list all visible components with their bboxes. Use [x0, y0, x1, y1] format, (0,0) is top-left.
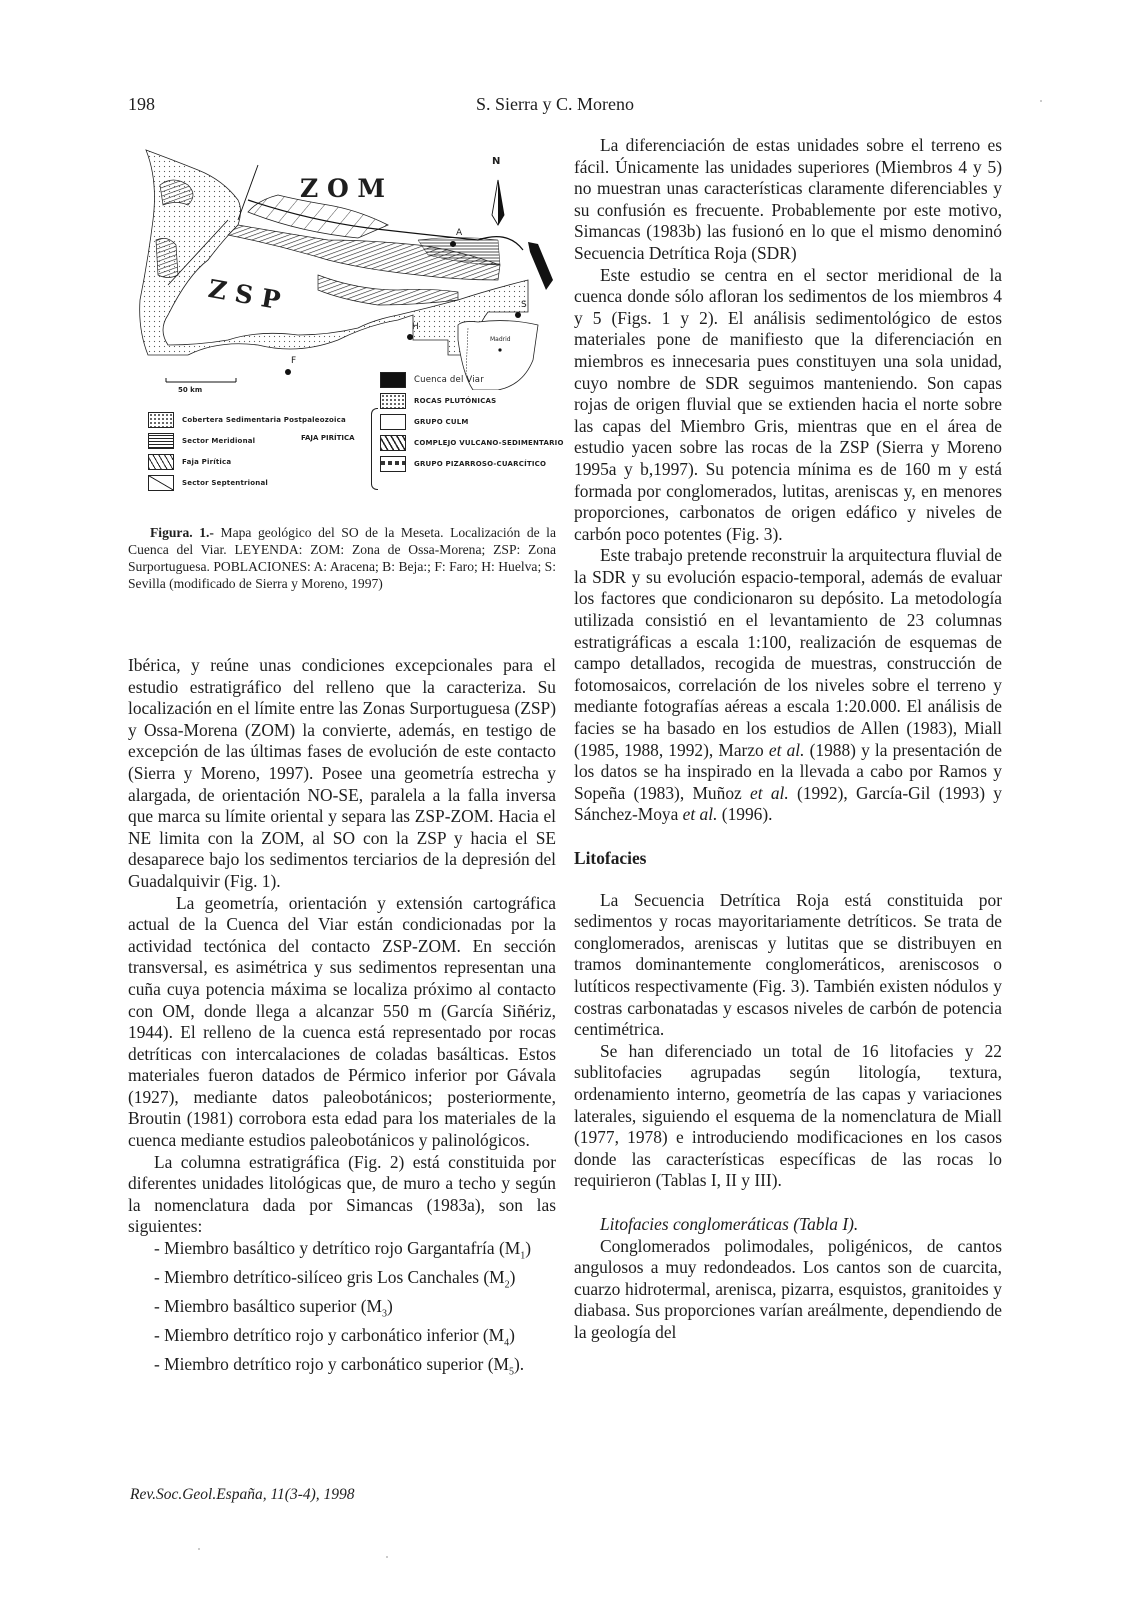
- legend-item: [380, 391, 580, 410]
- town-label-aracena: A: [456, 228, 463, 238]
- caption-text: Mapa geológico del SO de la Meseta. Localización de la Cuenca del Viar. LEYENDA: ZOM: Zona de Ossa-Morena; ZSP: Zona Surportuguesa. POBLACIONES: A: Aracena; B: Beja:; F: Faro; H: Huelva; S: Sevilla (modificado de Sierra y Moreno, 1997): [128, 525, 556, 591]
- section-heading: Litofacies: [574, 848, 647, 868]
- legend-label: Cobertera Sedimentaria Postpaleozoica: [182, 415, 346, 424]
- member-end: ): [386, 1296, 393, 1317]
- member-end: ): [525, 1238, 532, 1259]
- swatch-dash-icon: [380, 456, 406, 472]
- list-item: [128, 1238, 556, 1267]
- member-end: ): [509, 1267, 516, 1288]
- legend-item: [380, 370, 580, 389]
- figure-1-geological-map: [128, 140, 564, 515]
- running-head: S. Sierra y C. Moreno: [476, 94, 634, 114]
- legend-label: GRUPO PIZARROSO-CUARCÍTICO: [414, 459, 547, 468]
- legend-item: [148, 452, 348, 471]
- legend-label: ROCAS PLUTÓNICAS: [414, 396, 497, 405]
- swatch-dots-icon: [380, 393, 406, 409]
- paragraph: Este estudio se centra en el sector meridional de la cuenca donde sólo afloran los sedimentos de los miembros 4 y 5 (Figs. 1 y 2). El análisis sedimentológico de estos materiales pone de manifiesto que la diferenciación en miembros es innecesaria pues constituyen una sola unidad, cuyo nombre de SDR seguimos manteniendo. Son capas rojas de origen fluvial que se extienden hacia el norte sobre las capas del Miembro Gris, mientras que en el área de estudio yacen sobre las rocas de la ZSP (Sierra y Moreno 1995a y b,1997). Su potencia mínima es de 160 m y está formada por conglomerados, lutitas, areniscas y, en menores proporciones, carbonatos de origen edáfico y niveles de carbón poco potentes (Fig. 3).: [574, 264, 1002, 544]
- town-label-huelva: H: [412, 322, 419, 332]
- list-item: [128, 1354, 556, 1383]
- legend-left: [148, 410, 348, 494]
- member-subscript: 1: [520, 1250, 526, 1262]
- text-run: Este trabajo pretende reconstruir la arquitectura fluvial de la SDR y su evolución espacio-temporal, además de evaluar los factores que condicionaron su depósito. La metodología utilizada consistió en el levantamiento de 23 columnas estratigráficas a escala 1:100, realización de esquemas de campo detallados, recogida de muestras, construcción de fotomosaicos, correlación de los niveles sobre el terreno y mediante fotografías aéreas a escala 1:20.000. El análisis de facies se ha basado en los estudios de Allen (1983), Miall (1985, 1988, 1992), Marzo: [574, 545, 1002, 760]
- north-arrow-label: N: [492, 156, 501, 167]
- member-end: ).: [513, 1354, 525, 1375]
- left-column: [128, 655, 556, 1383]
- member-subscript: 3: [381, 1308, 387, 1320]
- legend-right: [380, 370, 580, 475]
- page-number: 198: [128, 94, 155, 114]
- member-text: - Miembro basáltico y detrítico rojo Gargantafría (M: [154, 1238, 521, 1259]
- text-run: (1992), García-Gil (1993) y Sánchez-Moya: [574, 782, 1003, 825]
- scan-speck: [198, 1548, 200, 1550]
- legend-label: Sector Septentrional: [182, 478, 268, 487]
- list-item: [128, 1296, 556, 1325]
- swatch-dots-icon: [148, 412, 174, 428]
- et-al: et al.: [682, 804, 718, 825]
- map-label-zom: Z O M: [300, 174, 386, 203]
- member-subscript: 2: [504, 1279, 510, 1291]
- journal-citation: Rev.Soc.Geol.España, 11(3-4), 1998: [130, 1486, 355, 1503]
- swatch-pyrite-icon: [148, 454, 174, 470]
- swatch-hatch-icon: [380, 435, 406, 451]
- paragraph: [574, 545, 1002, 826]
- member-text: - Miembro detrítico-silíceo gris Los Canchales (M: [154, 1267, 505, 1288]
- member-text: - Miembro basáltico superior (M: [154, 1296, 382, 1317]
- scale-bar-label: 50 km: [178, 386, 203, 394]
- member-subscript: 4: [504, 1337, 510, 1349]
- scan-speck: [1040, 100, 1042, 102]
- map-label-zsp: Z S P: [206, 273, 283, 316]
- paragraph: Conglomerados polimodales, poligénicos, de cantos angulosos a muy redondeados. Los cantos son de cuarcita, cuarzo hidrotermal, arenisca, pizarra, esquistos, granitoides y diabasa. Sus proporciones varían areálmente, dependiendo de la geología del: [574, 1235, 1002, 1342]
- list-item: [128, 1267, 556, 1296]
- right-column: [574, 135, 1002, 1343]
- paragraph: La geometría, orientación y extensión cartográfica actual de la Cuenca del Viar están condicionadas por la actividad tectónica del contacto ZSP-ZOM. En sección transversal, es asimétrica y sus sedimentos representan una cuña cuya potencia máxima se localiza próximo al contacto con OM, donde llega a alcanzar 550 m (García Siñériz, 1944). El relleno de la cuenca está representado por rocas detríticas con intercalaciones de coladas basálticas. Estos materiales fueron datados de Pérmico inferior por Gávala (1927), mediante datos paleobotánicos; posteriormente, Broutin (1981) corrobora esta edad para los materiales de la cuenca mediante estudios paleobotánicos y palinológicos.: [128, 892, 556, 1151]
- text-run: (1988) y la presentación de los datos se ha inspirado en la llevada a cabo por Ramos y Sopeña (1983), Muñoz: [574, 739, 1003, 803]
- paragraph: La columna estratigráfica (Fig. 2) está constituida por diferentes unidades litológicas que, de muro a techo y según la nomenclatura dada por Simancas (1983a), son las siguientes:: [128, 1151, 556, 1237]
- swatch-black-icon: [380, 372, 406, 388]
- member-end: ): [509, 1325, 515, 1346]
- et-al: et al.: [768, 739, 805, 760]
- paragraph: La diferenciación de estas unidades sobre el terreno es fácil. Únicamente las unidades superiores (Miembros 4 y 5) no muestran unas características claramente diferenciables y su confusión es frecuente. Probablemente por este motivo, Simancas (1983b) las fusionó en lo que el mismo denominó Secuencia Detrítica Roja (SDR): [574, 135, 1002, 263]
- legend-label: Faja Pirítica: [182, 457, 232, 466]
- town-label-sevilla: S: [521, 300, 527, 310]
- legend-item: [380, 433, 580, 452]
- scan-speck: [386, 1556, 388, 1558]
- legend-label: Sector Meridional: [182, 436, 256, 445]
- text-run: (1996).: [717, 804, 773, 825]
- legend-item: [148, 410, 348, 429]
- swatch-blank-icon: [380, 414, 406, 430]
- legend-item: [380, 412, 580, 431]
- paragraph: La Secuencia Detrítica Roja está constituida por sedimentos y rocas mayoritariamente detríticos. Se trata de conglomerados, areniscas y lutitas que se distribuyen en tramos dominantemente conglomeráticos, areniscosos o lutíticos respectivamente (Fig. 3). También existen nódulos y costras carbonatadas y escasos niveles de carbón de potencia centimétrica.: [574, 889, 1002, 1040]
- town-label-faro: F: [291, 356, 297, 366]
- member-text: - Miembro detrítico rojo y carbonático inferior (M: [154, 1325, 505, 1346]
- inset-madrid-label: Madrid: [490, 336, 511, 343]
- swatch-diagonal-icon: [148, 475, 174, 491]
- paragraph: Se han diferenciado un total de 16 litofacies y 22 sublitofacies agrupadas según litología, textura, ordenamiento interno, geometría de las capas y variaciones laterales, siguiendo el esquema de la nomenclatura de Miall (1977, 1978) e introduciendo modificaciones en los casos donde las características específicas de las rocas lo requirieron (Tablas I, II y III).: [574, 1040, 1002, 1191]
- member-text: - Miembro detrítico rojo y carbonático superior (M: [154, 1354, 509, 1375]
- subsection-heading: Litofacies conglomeráticas (Tabla I).: [600, 1213, 859, 1234]
- faja-piritica-group-label: FAJA PIRÍTICA: [301, 434, 355, 442]
- legend-label: GRUPO CULM: [414, 417, 469, 426]
- member-list: [128, 1238, 556, 1383]
- legend-item: [380, 454, 580, 473]
- paragraph: Ibérica, y reúne unas condiciones excepcionales para el estudio estratigráfico del relleno que la caracteriza. Su localización en el límite entre las Zonas Surportuguesa (ZSP) y Ossa-Morena (ZOM) la convierte, además, en testigo de excepción de las últimas fases de evolución de este contacto (Sierra y Moreno, 1997). Posee una geometría estrecha y alargada, de orientación NO-SE, paralela a la falla inversa que marca su límite oriental y separa las ZSP-ZOM. Hacia el NE limita con la ZOM, al SO con la ZSP y hacia el SE desaparece bajo los sedimentos terciarios de la depresión del Guadalquivir (Fig. 1).: [128, 655, 556, 891]
- legend-label: COMPLEJO VULCANO-SEDIMENTARIO: [414, 438, 564, 447]
- brace-icon: [371, 408, 378, 490]
- member-subscript: 5: [508, 1366, 514, 1378]
- figure-caption: [128, 524, 556, 592]
- list-item: [128, 1325, 556, 1354]
- legend-item: [148, 473, 348, 492]
- et-al: et al.: [750, 782, 789, 803]
- caption-label: Figura. 1.-: [150, 525, 214, 540]
- legend-label: Cuenca del Viar: [414, 374, 484, 385]
- swatch-horizontal-lines-icon: [148, 433, 174, 449]
